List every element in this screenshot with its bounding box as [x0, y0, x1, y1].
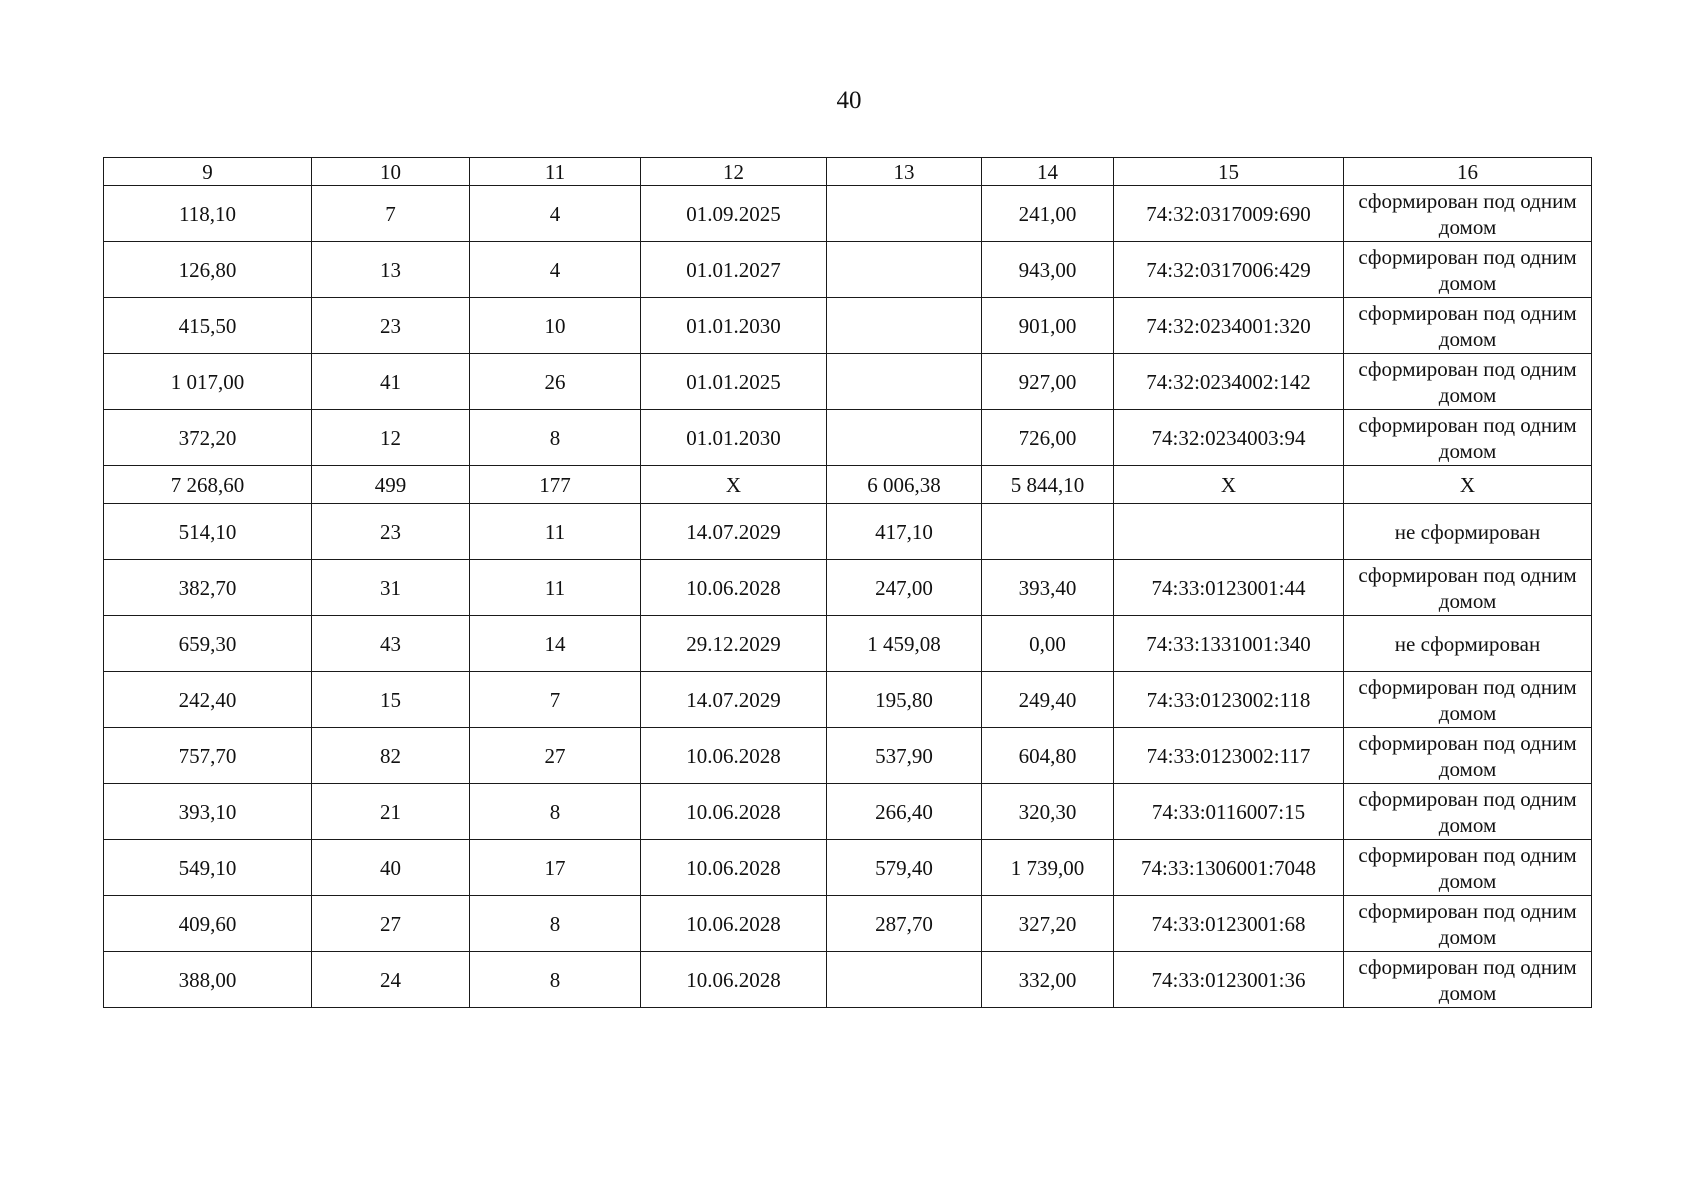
data-table	[103, 157, 1592, 1008]
table-cell: 74:32:0234001:320	[1114, 298, 1344, 354]
table-row	[104, 840, 1592, 896]
table-cell: 0,00	[982, 616, 1114, 672]
table-cell: 726,00	[982, 410, 1114, 466]
table-cell: 4	[470, 186, 641, 242]
table-cell: 27	[470, 728, 641, 784]
table-row	[104, 410, 1592, 466]
status-cell: сформирован под одним домом	[1344, 896, 1592, 952]
table-cell: 74:33:0116007:15	[1114, 784, 1344, 840]
table-cell: 417,10	[827, 504, 982, 560]
table-cell: 195,80	[827, 672, 982, 728]
status-cell: сформирован под одним домом	[1344, 298, 1592, 354]
table-row	[104, 466, 1592, 504]
table-cell: 74:33:0123001:36	[1114, 952, 1344, 1008]
column-header: 12	[641, 158, 827, 186]
table-cell: 8	[470, 410, 641, 466]
table-cell: 01.01.2027	[641, 242, 827, 298]
column-header: 13	[827, 158, 982, 186]
table-cell: 499	[312, 466, 470, 504]
table-cell: 10.06.2028	[641, 784, 827, 840]
table-cell: 17	[470, 840, 641, 896]
table-row	[104, 354, 1592, 410]
table-row	[104, 616, 1592, 672]
table-cell	[982, 504, 1114, 560]
table-row	[104, 728, 1592, 784]
table-cell	[827, 298, 982, 354]
table-cell: 23	[312, 504, 470, 560]
table-row	[104, 298, 1592, 354]
table-cell: 393,10	[104, 784, 312, 840]
table-cell: 382,70	[104, 560, 312, 616]
table-row	[104, 672, 1592, 728]
table-cell: 327,20	[982, 896, 1114, 952]
status-cell: сформирован под одним домом	[1344, 952, 1592, 1008]
table-cell: 901,00	[982, 298, 1114, 354]
table-cell: 126,80	[104, 242, 312, 298]
status-cell: X	[1344, 466, 1592, 504]
table-cell: 10.06.2028	[641, 560, 827, 616]
table-cell: 01.09.2025	[641, 186, 827, 242]
table-cell: 579,40	[827, 840, 982, 896]
column-header: 11	[470, 158, 641, 186]
header-row	[104, 158, 1592, 186]
table-cell: 10	[470, 298, 641, 354]
table-cell: 01.01.2030	[641, 410, 827, 466]
table-cell: 01.01.2025	[641, 354, 827, 410]
table-cell: 943,00	[982, 242, 1114, 298]
table-cell: 247,00	[827, 560, 982, 616]
table-cell: 74:33:1331001:340	[1114, 616, 1344, 672]
table-cell: 1 739,00	[982, 840, 1114, 896]
table-cell: 82	[312, 728, 470, 784]
table-row	[104, 242, 1592, 298]
table-cell: 927,00	[982, 354, 1114, 410]
table-cell: 320,30	[982, 784, 1114, 840]
table-cell: 14.07.2029	[641, 672, 827, 728]
status-cell: не сформирован	[1344, 616, 1592, 672]
table-cell: 8	[470, 952, 641, 1008]
table-header	[104, 158, 1592, 186]
table-cell: 14.07.2029	[641, 504, 827, 560]
status-cell: сформирован под одним домом	[1344, 560, 1592, 616]
table-row	[104, 186, 1592, 242]
status-cell: сформирован под одним домом	[1344, 672, 1592, 728]
table-cell: 21	[312, 784, 470, 840]
table-cell: 266,40	[827, 784, 982, 840]
table-cell: 74:33:0123001:68	[1114, 896, 1344, 952]
table-cell: X	[1114, 466, 1344, 504]
table-row	[104, 784, 1592, 840]
table-cell: 118,10	[104, 186, 312, 242]
table-cell	[827, 410, 982, 466]
table-cell: 29.12.2029	[641, 616, 827, 672]
table-cell: 4	[470, 242, 641, 298]
table-cell: 1 459,08	[827, 616, 982, 672]
table-cell: 74:33:0123001:44	[1114, 560, 1344, 616]
table-cell: X	[641, 466, 827, 504]
table-cell: 74:32:0234002:142	[1114, 354, 1344, 410]
table-cell: 31	[312, 560, 470, 616]
table-cell: 1 017,00	[104, 354, 312, 410]
table-cell: 757,70	[104, 728, 312, 784]
table-cell	[827, 186, 982, 242]
table-cell: 514,10	[104, 504, 312, 560]
table-cell: 659,30	[104, 616, 312, 672]
status-cell: сформирован под одним домом	[1344, 186, 1592, 242]
table-cell: 409,60	[104, 896, 312, 952]
table-cell: 7	[312, 186, 470, 242]
table-cell: 12	[312, 410, 470, 466]
table-cell: 7 268,60	[104, 466, 312, 504]
table-cell	[827, 952, 982, 1008]
table-cell: 393,40	[982, 560, 1114, 616]
table-cell: 332,00	[982, 952, 1114, 1008]
column-header: 15	[1114, 158, 1344, 186]
table-cell: 74:32:0317006:429	[1114, 242, 1344, 298]
table-cell: 241,00	[982, 186, 1114, 242]
table-cell: 537,90	[827, 728, 982, 784]
table-cell: 549,10	[104, 840, 312, 896]
table-cell: 74:33:1306001:7048	[1114, 840, 1344, 896]
table-cell: 8	[470, 784, 641, 840]
column-header: 16	[1344, 158, 1592, 186]
table-cell: 177	[470, 466, 641, 504]
status-cell: сформирован под одним домом	[1344, 728, 1592, 784]
column-header: 14	[982, 158, 1114, 186]
table-cell: 10.06.2028	[641, 840, 827, 896]
status-cell: сформирован под одним домом	[1344, 242, 1592, 298]
table-cell: 40	[312, 840, 470, 896]
table-cell: 388,00	[104, 952, 312, 1008]
table-cell: 10.06.2028	[641, 952, 827, 1008]
table-row	[104, 952, 1592, 1008]
table-cell: 74:33:0123002:117	[1114, 728, 1344, 784]
table-cell: 74:32:0317009:690	[1114, 186, 1344, 242]
table-cell	[827, 354, 982, 410]
table-cell: 74:33:0123002:118	[1114, 672, 1344, 728]
table-cell: 242,40	[104, 672, 312, 728]
page-number: 40	[836, 87, 862, 114]
table-cell: 8	[470, 896, 641, 952]
table-cell: 11	[470, 560, 641, 616]
status-cell: сформирован под одним домом	[1344, 410, 1592, 466]
table-cell: 26	[470, 354, 641, 410]
table-cell: 27	[312, 896, 470, 952]
column-header: 9	[104, 158, 312, 186]
table-cell: 15	[312, 672, 470, 728]
table-cell: 10.06.2028	[641, 728, 827, 784]
table-cell: 14	[470, 616, 641, 672]
table-cell: 6 006,38	[827, 466, 982, 504]
table-cell: 604,80	[982, 728, 1114, 784]
table-row	[104, 504, 1592, 560]
status-cell: сформирован под одним домом	[1344, 784, 1592, 840]
status-cell: сформирован под одним домом	[1344, 354, 1592, 410]
table-cell: 372,20	[104, 410, 312, 466]
table-cell	[827, 242, 982, 298]
table-cell: 415,50	[104, 298, 312, 354]
table-cell: 43	[312, 616, 470, 672]
column-header: 10	[312, 158, 470, 186]
table-cell: 11	[470, 504, 641, 560]
table-cell: 74:32:0234003:94	[1114, 410, 1344, 466]
table-cell	[1114, 504, 1344, 560]
table-row	[104, 560, 1592, 616]
table-cell: 23	[312, 298, 470, 354]
table-cell: 249,40	[982, 672, 1114, 728]
table-cell: 287,70	[827, 896, 982, 952]
table-row	[104, 896, 1592, 952]
status-cell: не сформирован	[1344, 504, 1592, 560]
table-body	[104, 186, 1592, 1008]
table-cell: 10.06.2028	[641, 896, 827, 952]
table-cell: 13	[312, 242, 470, 298]
table-cell: 5 844,10	[982, 466, 1114, 504]
table-cell: 41	[312, 354, 470, 410]
table-cell: 24	[312, 952, 470, 1008]
table-cell: 01.01.2030	[641, 298, 827, 354]
table-cell: 7	[470, 672, 641, 728]
status-cell: сформирован под одним домом	[1344, 840, 1592, 896]
